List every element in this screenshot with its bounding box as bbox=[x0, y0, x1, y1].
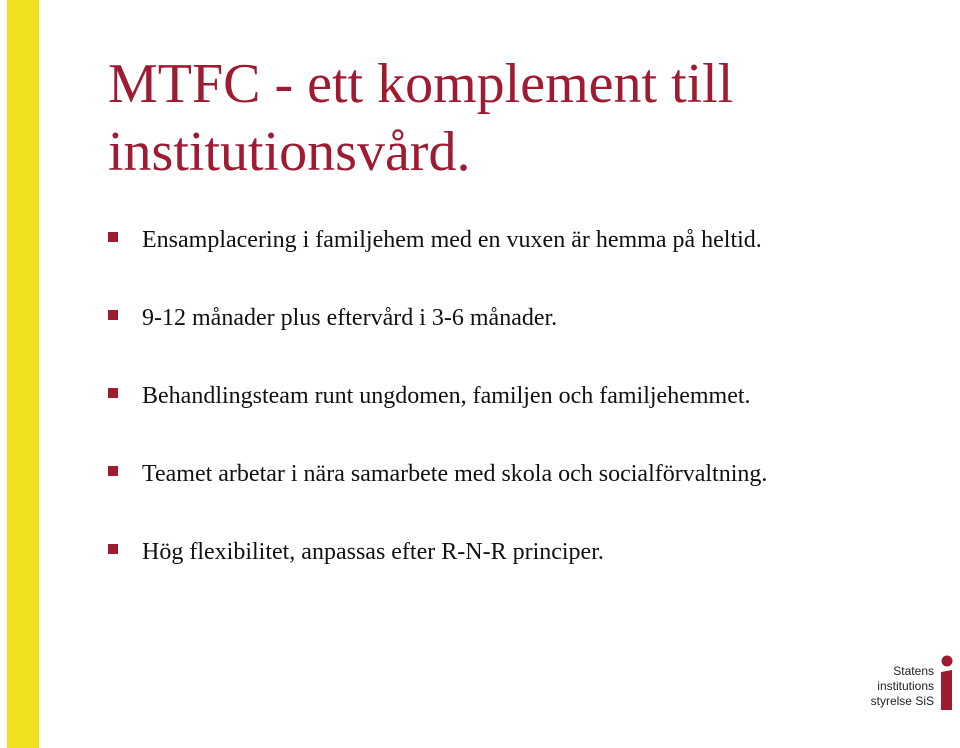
info-i-icon bbox=[938, 654, 956, 714]
sis-logo bbox=[870, 654, 958, 714]
logo-line: institutions bbox=[877, 679, 934, 693]
square-bullet-icon bbox=[108, 544, 118, 554]
square-bullet-icon bbox=[108, 388, 118, 398]
logo-line: Statens bbox=[893, 664, 934, 678]
square-bullet-icon bbox=[108, 310, 118, 320]
square-bullet-icon bbox=[108, 466, 118, 476]
square-bullet-icon bbox=[108, 232, 118, 242]
bullet-text: Hög flexibilitet, anpassas efter R-N-R principer. bbox=[142, 539, 604, 565]
slide-title: MTFC - ett komplement till institutionsvård. bbox=[108, 53, 734, 183]
bullet-text: Teamet arbetar i nära samarbete med skola och socialförvaltning. bbox=[142, 461, 768, 487]
decorative-side-bar bbox=[7, 0, 39, 748]
logo-text bbox=[870, 664, 934, 709]
bullet-text: Behandlingsteam runt ungdomen, familjen och familjehemmet. bbox=[142, 383, 751, 409]
bullet-text: Ensamplacering i familjehem med en vuxen är hemma på heltid. bbox=[142, 227, 762, 253]
bullet-text: 9-12 månader plus eftervård i 3-6 månader. bbox=[142, 305, 558, 331]
logo-line: styrelse SiS bbox=[870, 694, 934, 708]
